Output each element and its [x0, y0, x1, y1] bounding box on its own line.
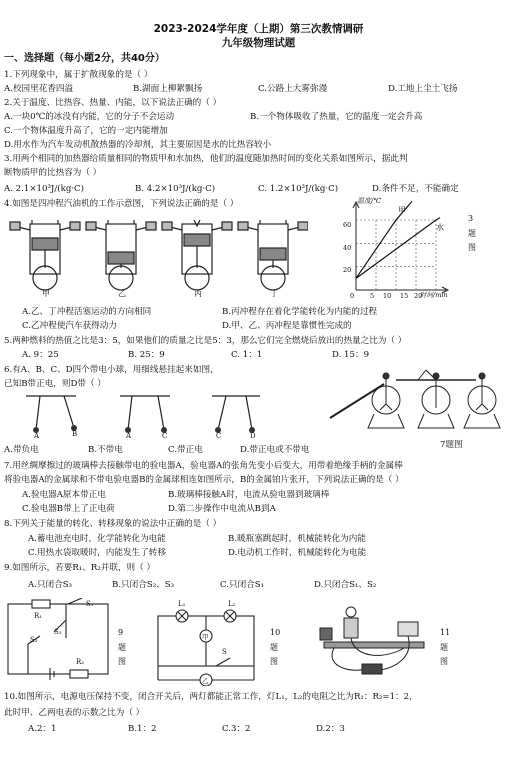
q8-option-d: D.电动机工作时，机械能转化为电能 — [228, 548, 367, 558]
chart-ylabel: 温度/℃ — [357, 197, 382, 205]
fig10-label-l2: L₂ — [228, 600, 236, 608]
q10-option-d: D.2：3 — [316, 724, 345, 734]
chart-xtick-10: 10 — [383, 292, 392, 300]
fig10-caption-ti: 题 — [270, 643, 278, 652]
q2-option-c: C.一个物体温度升高了，它的一定内能增加 — [4, 126, 168, 136]
fig9-caption-ti: 题 — [118, 643, 126, 652]
q4-option-a: A.乙、丁冲程活塞运动的方向相同 — [22, 307, 152, 317]
q1-option-c: C.公路上大雾弥漫 — [258, 84, 328, 94]
ball-label-a2: A — [126, 432, 132, 440]
fig9-caption-tu: 图 — [118, 657, 126, 666]
q4-option-b: B.丙冲程存在着化学能转化为内能的过程 — [222, 307, 378, 317]
fig9-label-r2: R₂ — [76, 658, 85, 666]
q10-option-b: B.1：2 — [128, 724, 157, 734]
q6-stem-line2: 已知B带正电，则D带（ ） — [4, 379, 106, 389]
q9-option-d: D.只闭合S₁、S₂ — [314, 580, 377, 590]
chart-xtick-5: 5 — [370, 292, 375, 300]
fig9-label-s1: S₁ — [86, 600, 94, 608]
chart-xtick-15: 15 — [400, 292, 409, 300]
chart-ytick-40: 40 — [343, 244, 352, 252]
q4-option-c: C.乙冲程使汽车获得动力 — [22, 321, 117, 331]
q8-option-a: A.蓄电池充电时，化学能转化为电能 — [28, 534, 166, 544]
q7-option-d: D.第二步操作中电流从B到A — [168, 504, 276, 514]
fig10-label-s: S — [222, 648, 227, 656]
q2-option-b: B.一个物体吸收了热量，它的温度一定会升高 — [250, 112, 423, 122]
fig11-caption-ti: 题 — [440, 643, 448, 652]
q8-stem: 8.下列关于能量的转化、转移现象的说法中正确的是（ ） — [4, 519, 222, 529]
circuit-fig10 — [154, 600, 264, 686]
q5-option-d: D. 15：9 — [332, 350, 370, 360]
q6-option-a: A.带负电 — [4, 445, 39, 455]
engine-label-ding: 丁 — [270, 289, 278, 298]
q3-option-b: B. 4.2×10³J/(kg·C) — [135, 184, 216, 194]
q7-option-c: C.验电器B带上了正电荷 — [22, 504, 115, 514]
fig10-label-jia: 甲 — [202, 633, 209, 641]
section-heading: 一、选择题（每小题2分，共40分） — [4, 53, 165, 64]
q10-stem-line1: 10.如图所示，电源电压保持不变，闭合开关后，两灯都能正常工作，灯L₁，L₂的电阻之比为R₁：R₂=1：2， — [4, 692, 418, 702]
chart-legend-shui: 水 — [436, 223, 444, 232]
q7-option-a: A.验电器A原本带正电 — [22, 490, 106, 500]
fig9-caption-num: 9 — [118, 628, 124, 637]
q2-option-d: D.用水作为汽车发动机散热器的冷却剂，其主要原因是水的比热容较小 — [4, 140, 272, 150]
q7-option-b: B.玻璃棒接触A时，电流从验电器到玻璃棒 — [168, 490, 330, 500]
circuit-fig11 — [314, 598, 434, 684]
q10-option-a: A.2：1 — [28, 724, 57, 734]
q3-option-c: C. 1.2×10³J/(kg·C) — [258, 184, 339, 194]
chart-xtick-20: 20 — [414, 292, 423, 300]
q5-option-c: C. 1：1 — [231, 350, 263, 360]
fig10-caption-num: 10 — [270, 628, 281, 637]
q7-stem-line1: 7.用丝绸摩擦过的玻璃棒去接触带电的验电器A，验电器A的张角先变小后变大，用带着绝缘手柄的金属棒 — [4, 461, 403, 471]
circuit-fig9 — [6, 598, 116, 680]
chart-ytick-60: 60 — [343, 221, 352, 229]
ball-label-d: D — [250, 432, 256, 440]
fig3-caption-tu: 图 — [468, 243, 476, 252]
fig9-label-s2: S₂ — [30, 636, 38, 644]
engine-label-yi: 乙 — [118, 289, 126, 298]
fig7-caption: 7题图 — [440, 440, 463, 450]
ball-label-b: B — [72, 430, 78, 438]
q6-option-d: D.带正电或不带电 — [240, 445, 310, 455]
fig11-caption-tu: 图 — [440, 657, 448, 666]
q5-stem: 5.两种燃料的热值之比是3：5，如果他们的质量之比是5：3，那么它们完全燃烧后放出的热量之比为（ ） — [4, 336, 407, 346]
ball-label-a1: A — [34, 432, 40, 440]
fig11-caption-num: 11 — [440, 628, 451, 637]
ball-label-c2: C — [216, 432, 222, 440]
q4-option-d: D.甲、乙、丙冲程是靠惯性完成的 — [222, 321, 352, 331]
engine-label-jia: 甲 — [42, 289, 50, 298]
fig9-label-s3: S₃ — [54, 628, 62, 636]
electroscope-figure — [326, 364, 506, 438]
chart-xtick-0: 0 — [350, 292, 355, 300]
q1-option-a: A.校园里花香四溢 — [4, 84, 74, 94]
fig3-caption-ti: 题 — [468, 229, 476, 238]
fig10-label-yi: 乙 — [202, 677, 209, 685]
chart-ytick-20: 20 — [343, 266, 352, 274]
q9-option-b: B.只闭合S₂、S₃ — [112, 580, 175, 590]
q10-stem-line2: 此时甲、乙两电表的示数之比为（ ） — [4, 708, 145, 718]
q3-stem-line1: 3.用两个相同的加热器给质量相同的物质甲和水加热，他们的温度随加热时间的变化关系如图所示，据此判 — [4, 154, 408, 164]
engine-strokes-figure — [8, 218, 308, 302]
q6-stem-line1: 6.有A、B、C、D四个带电小球，用细线悬挂起来如图， — [4, 365, 219, 375]
q2-option-a: A.一块0℃的冰没有内能，它的分子不会运动 — [4, 112, 175, 122]
q5-option-a: A. 9：25 — [22, 350, 59, 360]
chart-legend-jia: 甲 — [398, 206, 406, 215]
chart-xlabel: 时间/min — [420, 291, 448, 299]
q8-option-b: B.暖瓶塞跳起时，机械能转化为内能 — [228, 534, 366, 544]
fig9-label-r1: R₁ — [34, 612, 43, 620]
q6-option-b: B.不带电 — [88, 445, 123, 455]
q9-option-c: C.只闭合S₁ — [220, 580, 265, 590]
q6-option-c: C.带正电 — [168, 445, 203, 455]
q9-stem: 9.如图所示，若要R₁、R₂并联，则（ ） — [4, 563, 156, 573]
fig10-label-l1: L₁ — [178, 600, 186, 608]
exam-title: 2023-2024学年度（上期）第三次教情调研 — [153, 23, 364, 35]
q1-option-d: D.工地上尘土飞扬 — [388, 84, 458, 94]
exam-subtitle: 九年级物理试题 — [221, 37, 296, 49]
fig10-caption-tu: 图 — [270, 657, 278, 666]
q1-stem: 1.下列现象中，属于扩散现象的是（ ） — [4, 70, 153, 80]
q10-option-c: C.3：2 — [222, 724, 251, 734]
q3-option-d: D.条件不足，不能确定 — [372, 184, 459, 194]
q4-stem: 4.如图是四冲程汽油机的工作示意图，下列说法正确的是（ ） — [4, 199, 239, 209]
q3-stem-line2: 断物质甲的比热容为（ ） — [4, 168, 102, 178]
q7-stem-line2: 将验电器A的金属球和不带电验电器B的金属球相连如图所示，B的金属铂片张开，下列说法正确的是（ ） — [4, 475, 404, 485]
q5-option-b: B. 25：9 — [128, 350, 165, 360]
temperature-time-chart — [334, 196, 454, 300]
q8-option-c: C.用热水袋取暖时，内能发生了转移 — [28, 548, 166, 558]
chart-line-shui — [356, 218, 440, 279]
q2-stem: 2.关于温度、比热容、热量、内能，以下说法正确的（ ） — [4, 98, 222, 108]
q1-option-b: B.湖面上柳絮飘扬 — [133, 84, 203, 94]
ball-label-c1: C — [162, 432, 168, 440]
q3-option-a: A. 2.1×10³J/(kg·C) — [4, 184, 84, 194]
fig3-caption-num: 3 — [468, 214, 474, 223]
q9-option-a: A.只闭合S₃ — [28, 580, 73, 590]
engine-label-bing: 丙 — [194, 289, 202, 298]
